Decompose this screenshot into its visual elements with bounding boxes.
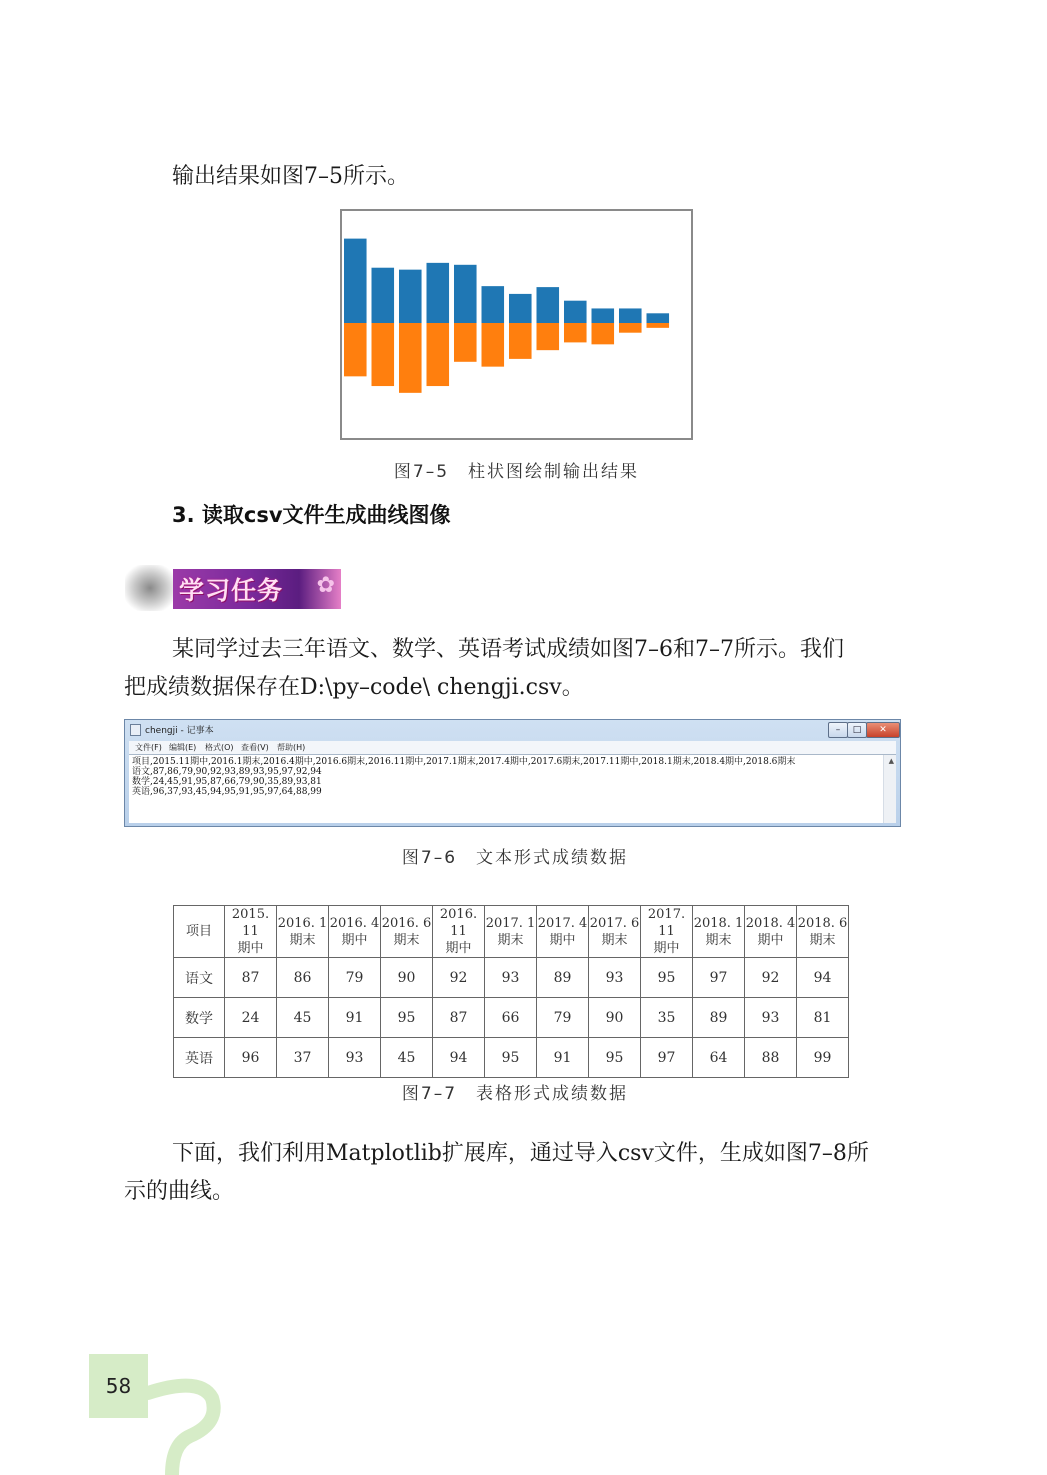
- column-header: [329, 906, 381, 958]
- maximize-button[interactable]: □: [847, 722, 867, 738]
- column-header: [381, 906, 433, 958]
- positive-bar-3: [399, 270, 422, 323]
- score-cell: 95: [589, 1038, 641, 1078]
- negative-bar-7: [509, 323, 532, 359]
- window-titlebar[interactable]: [125, 720, 900, 740]
- table-row: [174, 998, 849, 1038]
- csv-line-chinese: 语文,87,86,79,90,92,93,89,93,95,97,92,94: [132, 767, 322, 777]
- matplotlib-paragraph-line-2: 示的曲线。: [124, 1179, 235, 1204]
- score-cell: 88: [745, 1038, 797, 1078]
- notepad-window: [124, 719, 901, 827]
- negative-bar-10: [592, 323, 615, 344]
- score-cell: 86: [277, 958, 329, 998]
- menu-edit[interactable]: 编辑(E): [169, 743, 197, 752]
- positive-bar-9: [564, 301, 587, 323]
- column-date: 2018. 6: [797, 915, 848, 931]
- figure-caption-7-6: 图7–6 文本形式成绩数据: [401, 848, 629, 868]
- score-cell: 91: [537, 1038, 589, 1078]
- bar-chart-figure: [340, 209, 693, 440]
- column-term: 期中: [549, 932, 576, 948]
- score-cell: 64: [693, 1038, 745, 1078]
- negative-bar-4: [427, 323, 450, 386]
- csv-line-english: 英语,96,37,93,45,94,95,91,95,97,64,88,99: [132, 787, 322, 797]
- score-cell: 95: [381, 998, 433, 1038]
- score-cell: 99: [797, 1038, 849, 1078]
- score-cell: 79: [537, 998, 589, 1038]
- score-cell: 93: [485, 958, 537, 998]
- banner-label-box: [173, 569, 341, 609]
- score-cell: 37: [277, 1038, 329, 1078]
- positive-bar-4: [427, 263, 450, 323]
- negative-bar-12: [647, 323, 670, 328]
- minimize-button[interactable]: –: [828, 722, 848, 738]
- column-date: 2017. 1: [485, 915, 536, 931]
- subject-cell: 数学: [174, 998, 225, 1038]
- column-term: 期末: [497, 932, 524, 948]
- score-cell: 91: [329, 998, 381, 1038]
- task-description-line-1: 某同学过去三年语文、数学、英语考试成绩如图7–6和7–7所示。我们: [172, 637, 844, 662]
- column-date: 2017. 4: [537, 915, 588, 931]
- positive-bar-10: [592, 308, 615, 323]
- scroll-up-icon[interactable]: ▲: [888, 757, 894, 765]
- positive-bar-8: [537, 287, 560, 323]
- column-header: [641, 906, 693, 958]
- task-description-line-2: 把成绩数据保存在D:\py–code\ chengji.csv。: [124, 675, 584, 700]
- column-date: 2017. 6: [589, 915, 640, 931]
- header-label-cell: 项目: [174, 906, 225, 958]
- csv-line-header: 项目,2015.11期中,2016.1期末,2016.4期中,2016.6期末,2016.11期中,2017.1期末,2017.4期中,2017.6期末,2017.11期中,2018.1期末,2018.4期中,2018.6期末: [132, 757, 796, 767]
- score-cell: 96: [225, 1038, 277, 1078]
- learning-task-banner: [125, 565, 343, 611]
- score-cell: 92: [745, 958, 797, 998]
- score-cell: 89: [693, 998, 745, 1038]
- column-header: [537, 906, 589, 958]
- column-term: 期末: [289, 932, 316, 948]
- positive-bar-5: [454, 265, 477, 323]
- score-cell: 97: [641, 1038, 693, 1078]
- column-header: [693, 906, 745, 958]
- score-table: [173, 905, 849, 1078]
- column-header: [745, 906, 797, 958]
- score-cell: 93: [329, 1038, 381, 1078]
- score-cell: 95: [641, 958, 693, 998]
- table-header-row: [174, 906, 849, 958]
- matplotlib-paragraph-line-1: 下面，我们利用Matplotlib扩展库，通过导入csv文件，生成如图7–8所: [172, 1141, 869, 1166]
- score-cell: 90: [381, 958, 433, 998]
- negative-bar-1: [344, 323, 367, 376]
- column-term: 期末: [705, 932, 732, 948]
- column-term: 期末: [393, 932, 420, 948]
- score-cell: 81: [797, 998, 849, 1038]
- column-term: 期中: [445, 941, 472, 956]
- column-date: 2015. 11: [231, 907, 270, 939]
- menu-format[interactable]: 格式(O): [205, 743, 234, 752]
- column-term: 期中: [757, 932, 784, 948]
- column-date: 2016. 4: [329, 915, 380, 931]
- section-heading: 3. 读取csv文件生成曲线图像: [172, 503, 451, 527]
- menu-bar: [129, 741, 896, 754]
- score-cell: 66: [485, 998, 537, 1038]
- score-cell: 79: [329, 958, 381, 998]
- column-date: 2018. 4: [745, 915, 796, 931]
- score-cell: 92: [433, 958, 485, 998]
- score-cell: 87: [433, 998, 485, 1038]
- score-cell: 45: [381, 1038, 433, 1078]
- flower-icon: ✿: [316, 573, 335, 598]
- positive-bar-2: [372, 268, 395, 323]
- page-number: 58: [105, 1374, 132, 1398]
- score-cell: 24: [225, 998, 277, 1038]
- positive-bar-7: [509, 294, 532, 323]
- notepad-icon: [130, 724, 141, 736]
- score-cell: 87: [225, 958, 277, 998]
- figure-caption-7-7: 图7–7 表格形式成绩数据: [401, 1084, 629, 1104]
- negative-bar-2: [372, 323, 395, 386]
- negative-bar-8: [537, 323, 560, 350]
- positive-bar-1: [344, 239, 367, 323]
- score-cell: 45: [277, 998, 329, 1038]
- menu-file[interactable]: 文件(F): [135, 743, 162, 752]
- intro-sentence: 输出结果如图7–5所示。: [172, 164, 409, 189]
- csv-line-math: 数学,24,45,91,95,87,66,79,90,35,89,93,81: [132, 777, 322, 787]
- negative-bar-11: [619, 323, 642, 333]
- column-date: 2016. 11: [439, 907, 478, 939]
- page-hook-icon: [140, 1378, 230, 1475]
- column-header: [225, 906, 277, 958]
- column-header: [277, 906, 329, 958]
- score-cell: 93: [745, 998, 797, 1038]
- negative-bar-6: [482, 323, 505, 367]
- table-row: [174, 958, 849, 998]
- column-term: 期末: [601, 932, 628, 948]
- column-term: 期中: [237, 941, 264, 956]
- positive-bar-12: [647, 313, 670, 323]
- positive-bar-11: [619, 308, 642, 323]
- score-cell: 94: [797, 958, 849, 998]
- menu-view[interactable]: 查看(V): [241, 743, 269, 752]
- column-term: 期末: [809, 932, 836, 948]
- column-date: 2017. 11: [647, 907, 686, 939]
- column-header: [589, 906, 641, 958]
- column-term: 期中: [653, 941, 680, 956]
- score-cell: 95: [485, 1038, 537, 1078]
- table-row: [174, 1038, 849, 1078]
- column-header: [485, 906, 537, 958]
- figure-caption-7-5: 图7–5 柱状图绘制输出结果: [393, 462, 640, 482]
- negative-bar-9: [564, 323, 587, 342]
- banner-label: 学习任务: [179, 576, 284, 605]
- column-header: [797, 906, 849, 958]
- column-date: 2018. 1: [693, 915, 744, 931]
- subject-cell: 语文: [174, 958, 225, 998]
- bar-chart: [342, 211, 691, 438]
- banner-fade-icon: [125, 565, 175, 611]
- column-term: 期中: [341, 932, 368, 948]
- subject-cell: 英语: [174, 1038, 225, 1078]
- menu-help[interactable]: 帮助(H): [277, 743, 306, 752]
- close-button[interactable]: ✕: [866, 722, 900, 738]
- text-editor-area[interactable]: [129, 754, 896, 823]
- score-cell: 35: [641, 998, 693, 1038]
- window-title: chengji - 记事本: [145, 726, 214, 736]
- score-cell: 90: [589, 998, 641, 1038]
- positive-bar-6: [482, 286, 505, 323]
- column-date: 2016. 1: [277, 915, 328, 931]
- vertical-scrollbar[interactable]: [883, 755, 896, 823]
- column-date: 2016. 6: [381, 915, 432, 931]
- score-cell: 94: [433, 1038, 485, 1078]
- negative-bar-3: [399, 323, 422, 393]
- score-cell: 93: [589, 958, 641, 998]
- column-header: [433, 906, 485, 958]
- score-cell: 97: [693, 958, 745, 998]
- negative-bar-5: [454, 323, 477, 362]
- score-cell: 89: [537, 958, 589, 998]
